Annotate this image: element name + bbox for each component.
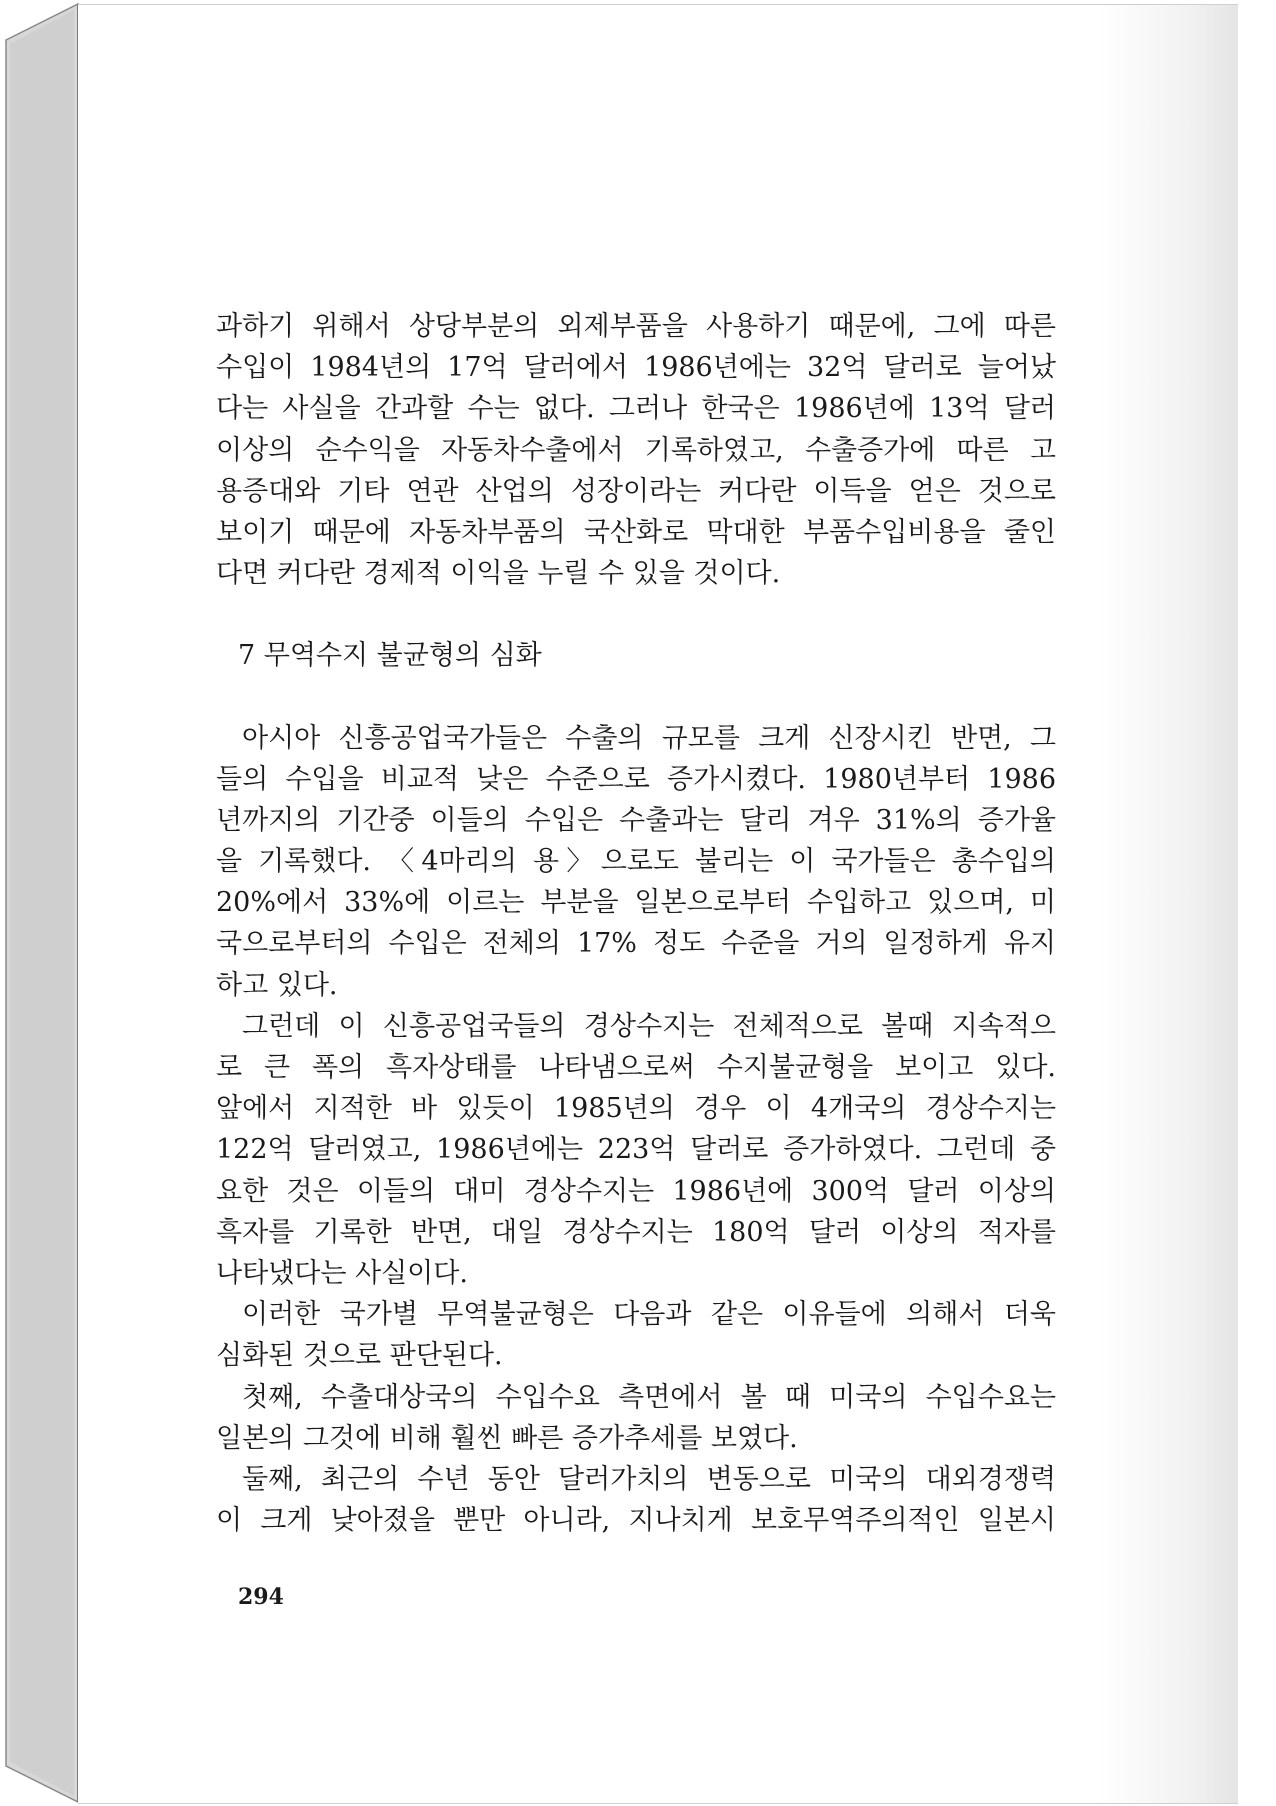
text-line: 요한 것은 이들의 대미 경상수지는 1986년에 300억 달러 이상의: [216, 1175, 1056, 1207]
text-line: 하고 있다.: [216, 969, 338, 1001]
text-line: 앞에서 지적한 바 있듯이 1985년의 경우 이 4개국의 경상수지는: [216, 1093, 1056, 1125]
text-line: 20%에서 33%에 이르는 부분을 일본으로부터 수입하고 있으며, 미: [216, 887, 1056, 919]
text-line: 보이기 때문에 자동차부품의 국산화로 막대한 부품수입비용을 줄인: [216, 516, 1056, 548]
text-line: 용증대와 기타 연관 산업의 성장이라는 커다란 이득을 얻은 것으로: [216, 475, 1056, 507]
paragraph-2: [216, 718, 1056, 1006]
text-line: 일본의 그것에 비해 훨씬 빠른 증가추세를 보였다.: [216, 1422, 798, 1454]
paragraph-1: [216, 306, 1056, 594]
text-line: 둘째, 최근의 수년 동안 달러가치의 변동으로 미국의 대외경쟁력: [242, 1463, 1056, 1495]
spacer: [216, 677, 1056, 718]
text-line: 다면 커다란 경제적 이익을 누릴 수 있을 것이다.: [216, 558, 781, 590]
text-line: 들의 수입을 비교적 낮은 수준으로 증가시켰다. 1980년부터 1986: [216, 763, 1056, 795]
text-line: 122억 달러였고, 1986년에는 223억 달러로 증가하였다. 그런데 중: [216, 1134, 1056, 1166]
text-line: 과하기 위해서 상당부분의 외제부품을 사용하기 때문에, 그에 따른: [216, 311, 1056, 342]
paragraph-5: [216, 1377, 1056, 1459]
text-line: 나타냈다는 사실이다.: [216, 1257, 468, 1289]
text-line: 이 크게 낮아졌을 뿐만 아니라, 지나치게 보호무역주의적인 일본시: [216, 1505, 1056, 1537]
paragraph-3: [216, 1006, 1056, 1294]
text-line: 아시아 신흥공업국가들은 수출의 규모를 크게 신장시킨 반면, 그: [242, 722, 1056, 754]
text-line: 다는 사실을 간과할 수는 없다. 그러나 한국은 1986년에 13억 달러: [216, 393, 1056, 425]
text-line: 년까지의 기간중 이들의 수입은 수출과는 달리 겨우 31%의 증가율: [216, 804, 1056, 836]
text-line: 국으로부터의 수입은 전체의 17% 정도 수준을 거의 일정하게 유지: [216, 928, 1056, 960]
text-line: 첫째, 수출대상국의 수입수요 측면에서 볼 때 미국의 수입수요는: [242, 1381, 1056, 1413]
text-line: 로 큰 폭의 흑자상태를 나타냄으로써 수지불균형을 보이고 있다.: [216, 1052, 1056, 1083]
text-line: 수입이 1984년의 17억 달러에서 1986년에는 32억 달러로 늘어났: [216, 352, 1056, 384]
book-spine-shadow: [10, 10, 74, 1796]
paragraph-4: [216, 1294, 1056, 1376]
section-heading: 7 무역수지 불균형의 심화: [238, 640, 542, 672]
text-line: 심화된 것으로 판단된다.: [216, 1340, 503, 1372]
text-line: 이러한 국가별 무역불균형은 다음과 같은 이유들에 의해서 더욱: [242, 1299, 1056, 1331]
page-number: 294: [238, 1584, 284, 1610]
text-line: 그런데 이 신흥공업국들의 경상수지는 전체적으로 볼때 지속적으: [242, 1010, 1056, 1042]
text-line: 흑자를 기록한 반면, 대일 경상수지는 180억 달러 이상의 적자를: [216, 1216, 1056, 1248]
text-line: 을 기록했다. 〈4마리의 용〉으로도 불리는 이 국가들은 총수입의: [216, 846, 1056, 878]
text-line: 이상의 순수익을 자동차수출에서 기록하였고, 수출증가에 따른 고: [216, 434, 1056, 466]
paragraph-6: [216, 1459, 1056, 1541]
spacer: [216, 594, 1056, 635]
page-body: [216, 306, 1056, 1541]
